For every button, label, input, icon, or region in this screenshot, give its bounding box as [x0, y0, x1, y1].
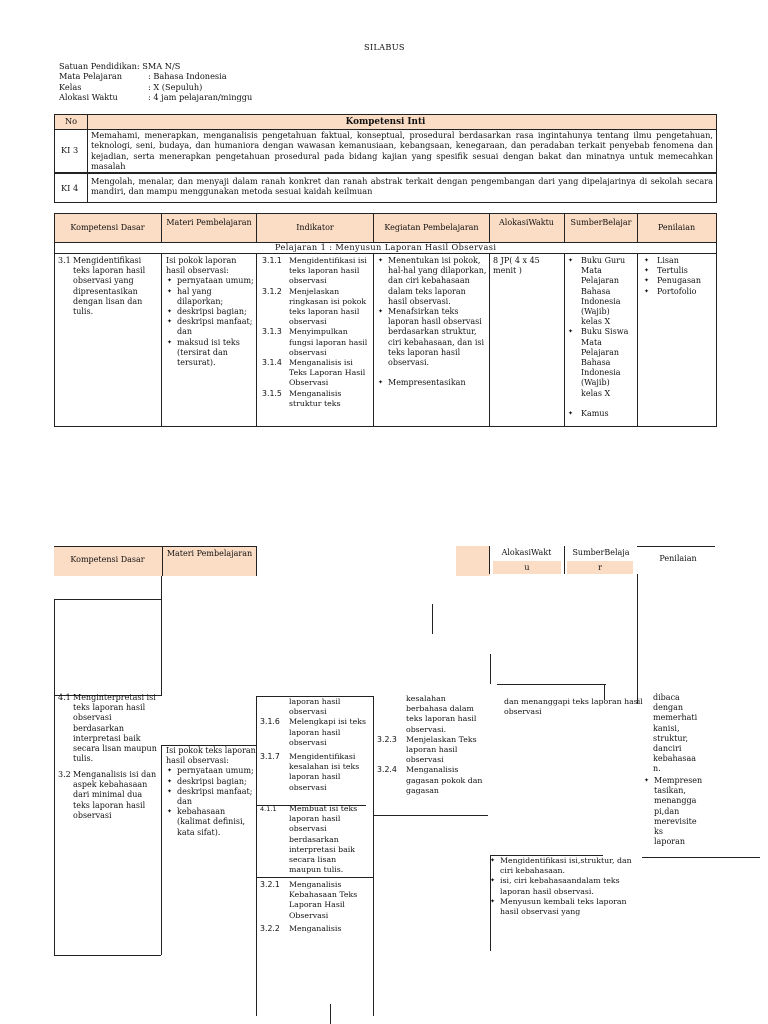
meta-label: Mata Pelajaran — [59, 71, 123, 82]
list-item: ✦ Menentukan isi pokok, hal-hal yang dilaporkan, dan ciri kebahasaan dalam teks laporan hasil observasi. — [377, 256, 487, 307]
kd-num: 3.1 — [58, 256, 71, 265]
kegiatan-row2 — [489, 856, 639, 917]
sumber-text: ✦ Buku Siswa Mata Pelajaran Bahasa Indonesia (Wajib) kelas X — [581, 327, 629, 398]
list-item: ✦ Menafsirkan teks laporan hasil observasi berdasarkan struktur, ciri kebahasaan, dan isi teks laporan hasil observasi. — [377, 307, 487, 368]
meta-sep: : — [136, 61, 140, 71]
ki-code: KI 4 — [61, 183, 79, 193]
penilaian-line: merevisite — [654, 816, 697, 826]
meta-value: SMA N/S — [142, 61, 181, 71]
penilaian-item — [643, 776, 709, 847]
penilaian-line: kebahasaa — [653, 754, 697, 764]
penilaian-list — [643, 256, 713, 297]
ind-text: Melengkapi isi teks laporan hasil observasi — [289, 717, 366, 747]
ki-header-row — [54, 114, 717, 130]
kegiatan-cont: dan menanggapi teks laporan hasil observasi — [504, 697, 643, 717]
indikator-item — [260, 752, 372, 793]
ind-cont2: kesalahan berbahasa dalam teks laporan hasil observasi. — [406, 694, 477, 734]
ind-text: Menganalisis — [289, 923, 342, 933]
ki-title: Kompetensi Inti — [345, 117, 426, 127]
list-item: ✦ Portofolio — [643, 287, 713, 297]
p2-th-sumber-b: r — [598, 563, 602, 572]
sumber-text: ✦ Buku Guru Mata Pelajaran Bahasa Indonesia (Wajib) kelas X — [581, 256, 626, 327]
sumber-list — [567, 256, 637, 419]
kd-4-1 — [58, 693, 160, 764]
list-item: ✦ Penugasan — [643, 276, 713, 286]
materi-row1 — [166, 256, 256, 368]
meta-row-satuan — [59, 61, 359, 71]
kegiatan-list — [489, 856, 639, 917]
p2-th-kd: Kompetensi Dasar — [70, 555, 145, 564]
kd-num: 4.1 — [58, 693, 71, 702]
th-sumber — [565, 218, 637, 228]
th-materi — [162, 218, 256, 228]
meta-block — [59, 61, 359, 102]
ind-num: 3.1.7 — [260, 752, 280, 762]
ind-text: Mengidentifikasi isi teks laporan hasil observasi — [289, 256, 367, 286]
th-penilaian: Penilaian — [657, 223, 696, 232]
ind-text: Menganalisis gagasan pokok dan gagasan — [406, 765, 483, 795]
ind-cont: laporan hasil observasi — [289, 697, 341, 717]
indikator-item — [260, 717, 372, 748]
p2-sumber-b-cell — [567, 561, 633, 574]
penilaian-line: tasikan, — [654, 786, 686, 796]
list-item: ✦ maksud isi teks (tersirat dan tersurat). — [166, 338, 256, 369]
indikator-3-2 — [260, 880, 372, 934]
list-item: ✦ Mengidentifikasi isi,struktur, dan ciri kebahasaan. — [489, 856, 639, 876]
kd-text: Menginterpretasi isi teks laporan hasil observasi berdasarkan interpretasi baik secara lisan maupun tulis. — [73, 693, 157, 764]
list-item: ✦ deskripsi manfaat; dan — [166, 787, 256, 807]
meta-row-alokasi — [59, 92, 359, 102]
indikator-item — [262, 327, 372, 358]
list-item: ✦ deskripsi bagian; — [166, 307, 256, 317]
ind-num: 3.2.4 — [377, 765, 397, 775]
penilaian-line: memerhati — [653, 713, 698, 723]
p2-th-alokasi — [490, 548, 563, 558]
indikator-row1 — [262, 256, 372, 424]
indikator-item — [260, 924, 372, 934]
list-item: ✦ isi, ciri kebahasaandalam teks laporan hasil observasi. — [489, 876, 639, 896]
kd-text: Mengidentifikasi teks laporan hasil observasi yang dipresentasikan dengan lisan dan tulis. — [73, 256, 146, 317]
meta-sep: : — [148, 71, 151, 82]
p2-th-sumber — [565, 548, 637, 558]
indikator-item — [260, 880, 372, 921]
pen-text: Mempresen — [654, 776, 703, 785]
p2-th-penilaian: Penilaian — [659, 554, 697, 563]
penilaian-line: struktur, — [653, 733, 688, 743]
ind-text: Menganalisis isi Teks Laporan Hasil Observasi — [289, 358, 366, 388]
indikator-row2-cont — [377, 694, 487, 796]
list-item: ✦ Menyusun kembali teks laporan hasil observasi yang — [489, 897, 639, 917]
ind-num: 3.1.6 — [260, 717, 280, 727]
sumber-text: Kamus — [581, 408, 609, 418]
list-item — [567, 409, 637, 419]
th-materi-label: Materi Pembelajaran — [166, 218, 252, 227]
indikator-item — [377, 765, 487, 796]
penilaian-line: dibaca — [653, 693, 680, 702]
meta-label: Satuan Pendidikan — [59, 61, 137, 71]
penilaian-line: ks — [654, 827, 663, 837]
list-item: ✦ Tertulis — [643, 266, 713, 276]
meta-sep: : — [148, 91, 151, 102]
meta-label: Kelas — [59, 81, 82, 92]
ind-num: 3.1.5 — [262, 388, 282, 398]
meta-value: Bahasa Indonesia — [153, 71, 227, 82]
list-item: ✦ pernyataan umum; — [166, 766, 256, 776]
ind-text: Mengidentifikasi kesalahan isi teks laporan hasil observasi — [289, 752, 360, 792]
ki-row-3 — [54, 129, 717, 173]
indikator-item — [260, 804, 364, 875]
ki-text: Mengolah, menalar, dan menyaji dalam ranah konkret dan ranah abstrak terkait dengan pengembangan dari yang dipelajarinya di sekolah secara mandiri, dan mampu menggunakan metoda sesuai kaidah keilmuan — [91, 176, 713, 197]
ind-num: 3.2.2 — [260, 923, 280, 933]
indikator-item — [377, 735, 487, 766]
indikator-item — [262, 256, 372, 287]
ind-num: 3.1.1 — [262, 256, 282, 265]
indikator-4-1-1 — [260, 804, 364, 875]
list-item: ✦ Mempresentasikan — [377, 378, 487, 388]
ind-num: 4.1.1 — [260, 805, 277, 813]
meta-row-kelas — [59, 82, 359, 92]
penilaian-line: danciri — [653, 744, 682, 754]
penilaian-line: pi,dan — [654, 806, 680, 816]
ind-num: 3.2.3 — [377, 734, 397, 744]
indikator-item — [262, 287, 372, 328]
penilaian-row1 — [643, 256, 713, 297]
list-item: ✦ deskripsi manfaat; dan — [166, 317, 256, 337]
ki-row-4 — [54, 173, 717, 203]
meta-label: Alokasi Waktu — [59, 91, 118, 102]
ind-text: Menganalisis struktur teks — [289, 388, 342, 408]
p2-alokasi-b-cell — [493, 561, 561, 574]
kd-num: 3.2 — [58, 770, 71, 779]
p2-header-gap — [456, 546, 490, 576]
bullet-icon: ✦ — [644, 777, 650, 784]
penilaian-line: dengan — [653, 703, 684, 713]
indikator-row2 — [260, 697, 372, 793]
materi-intro: Isi pokok laporan hasil observasi: — [166, 256, 237, 276]
ind-num: 3.1.2 — [262, 286, 282, 296]
ind-num: 3.2.1 — [260, 880, 280, 889]
kegiatan-list — [377, 256, 487, 388]
kd-3-1 — [58, 256, 160, 317]
ki-code: KI 3 — [61, 145, 79, 155]
sumber-row1 — [567, 256, 637, 419]
th-kd: Kompetensi Dasar — [70, 223, 145, 232]
materi-intro: Isi pokok teks laporan hasil observasi: — [166, 746, 256, 766]
pelajaran-label: Pelajaran 1 : Menyusun Laporan Hasil Observasi — [275, 242, 497, 252]
ind-text: Menjelaskan Teks laporan hasil observasi — [406, 734, 477, 765]
kegiatan-row1 — [377, 256, 487, 424]
kd-text: Menganalisis isi dan aspek kebahasaan dari minimal dua teks laporan hasil observasi — [73, 770, 157, 820]
ind-num: 3.1.4 — [262, 358, 282, 368]
page-title: SILABUS — [364, 42, 405, 52]
p2-th-materi: Materi Pembelajaran — [166, 549, 253, 558]
p2-th-alokasi-a: AlokasiWakt — [501, 548, 552, 557]
ki-text: Memahami, menerapkan, menganalisis pengetahuan faktual, konseptual, prosedural berdasarkan rasa ingintahunya tentang ilmu pengetahuan, teknologi, seni, budaya, dan humaniora dengan wawasan kemanusiaan, kebangsaan, kenegaraan, dan peradaban terkait penyebab fenomena dan kejadian, serta menerapkan pengetahuan prosedural pada bidang kajian yang spesifik sesuai dengan bakat dan minatnya untuk memecahkan masalah — [91, 130, 713, 171]
list-item — [567, 256, 637, 327]
ind-text: Membuat isi teks laporan hasil observasi berdasarkan interpretasi baik secara lisan maupun tulis. — [289, 804, 358, 875]
meta-row-mapel — [59, 71, 359, 81]
penilaian-line: n. — [653, 764, 661, 774]
p2-th-alokasi-b: u — [524, 563, 530, 572]
penilaian-line: laporan — [654, 837, 686, 847]
th-kegiatan: Kegiatan Pembelajaran — [384, 223, 479, 232]
meta-value: 4 jam pelajaran/minggu — [153, 91, 253, 102]
materi-row2 — [166, 746, 256, 838]
list-item: ✦ deskripsi bagian; — [166, 777, 256, 787]
indikator-item — [262, 358, 372, 389]
materi-list — [166, 766, 256, 837]
ind-num: 3.1.3 — [262, 327, 282, 337]
kd-3-2 — [58, 770, 160, 821]
list-item — [567, 327, 637, 398]
ind-text: Menyimpulkan fungsi laporan hasil observasi — [289, 327, 368, 357]
list-item: ✦ pernyataan umum; — [166, 276, 256, 286]
indikator-item — [262, 389, 372, 409]
list-item: ✦ Lisan — [643, 256, 713, 266]
meta-value: X (Sepuluh) — [153, 81, 203, 92]
p2-th-sumber-a: SumberBelaja — [572, 548, 630, 557]
th-alokasi — [490, 218, 563, 228]
pelajaran-row — [54, 242, 717, 254]
ind-text: Menganalisis Kebahasaan Teks Laporan Hasil Observasi — [289, 880, 358, 920]
th-sumber-label: SumberBelajar — [570, 218, 632, 227]
th-alokasi-label: AlokasiWaktu — [499, 218, 554, 227]
list-item: ✦ kebahasaan (kalimat definisi, kata sifat). — [166, 807, 256, 838]
penilaian-line: kanisi, — [653, 723, 680, 733]
materi-list — [166, 276, 256, 368]
ind-text: Menjelaskan ringkasan isi pokok teks laporan hasil observasi — [289, 286, 367, 327]
penilaian-line: menangga — [654, 796, 697, 806]
ki-no-header: No — [65, 116, 78, 126]
penilaian-line — [643, 776, 709, 786]
alokasi-row1: 8 JP( 4 x 45 menit ) — [493, 256, 540, 276]
penilaian-cont — [653, 693, 713, 775]
th-indikator: Indikator — [296, 223, 334, 232]
list-item: ✦ hal yang dilaporkan; — [166, 287, 256, 307]
meta-sep: : — [148, 81, 151, 92]
